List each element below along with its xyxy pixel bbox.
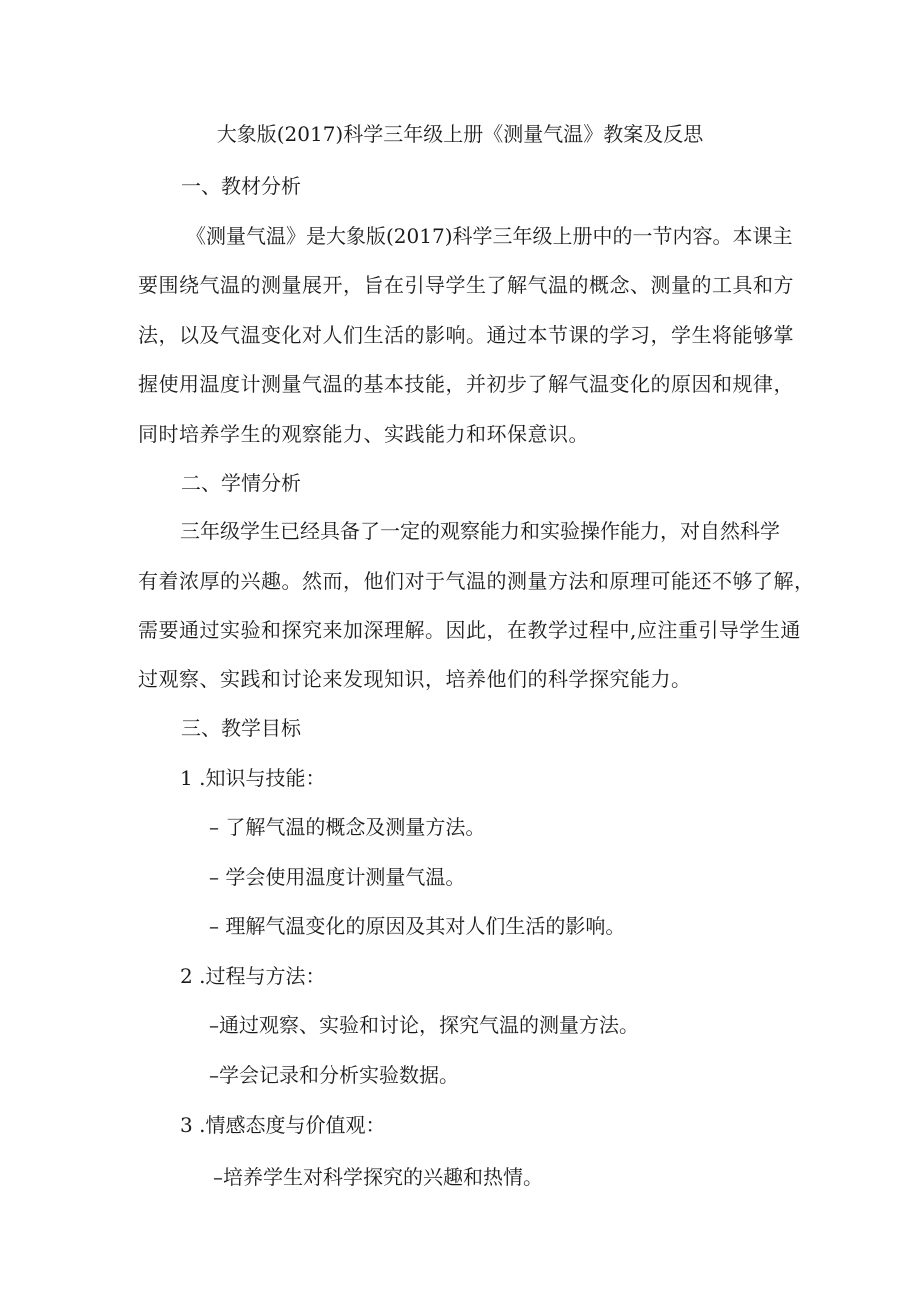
paragraph-line: 三年级学生已经具备了一定的观察能力和实验操作能力，对自然科学 <box>180 519 780 543</box>
paragraph-line: 同时培养学生的观察能力、实践能力和环保意识。 <box>138 422 589 446</box>
goal-item: – 了解气温的概念及测量方法。 <box>209 815 486 839</box>
paragraph-line: 《测量气温》是大象版(2017)科学三年级上册中的一节内容。本课主 <box>186 224 793 248</box>
goal-label-knowledge-skills: 1 .知识与技能： <box>180 766 326 790</box>
section-heading-learner-analysis: 二、学情分析 <box>181 471 301 495</box>
goal-item: – 学会使用温度计测量气温。 <box>209 865 466 889</box>
section-heading-teaching-goals: 三、教学目标 <box>181 716 301 740</box>
document-title: 大象版(2017)科学三年级上册《测量气温》教案及反思 <box>216 122 704 146</box>
section-heading-textbook-analysis: 一、教材分析 <box>181 174 301 198</box>
paragraph-line: 过观察、实践和讨论来发现知识，培养他们的科学探究能力。 <box>138 667 692 691</box>
goal-label-process-methods: 2 .过程与方法： <box>180 964 326 988</box>
paragraph-line: 握使用温度计测量气温的基本技能，并初步了解气温变化的原因和规律， <box>138 372 794 396</box>
goal-item: – 理解气温变化的原因及其对人们生活的影响。 <box>209 914 626 938</box>
paragraph-line: 法，以及气温变化对人们生活的影响。通过本节课的学习，学生将能够掌 <box>138 323 794 347</box>
goal-item: –通过观察、实验和讨论，探究气温的测量方法。 <box>209 1013 639 1037</box>
goal-item: –学会记录和分析实验数据。 <box>209 1063 459 1087</box>
goal-label-attitudes-values: 3 .情感态度与价值观： <box>180 1113 386 1137</box>
paragraph-line: 有着浓厚的兴趣。然而，他们对于气温的测量方法和原理可能还不够了解， <box>138 569 815 593</box>
goal-item: –培养学生对科学探究的兴趣和热情。 <box>213 1165 543 1189</box>
paragraph-line: 需要通过实验和探究来加深理解。因此，在教学过程中,应注重引导学生通 <box>138 618 801 642</box>
paragraph-line: 要围绕气温的测量展开，旨在引导学生了解气温的概念、测量的工具和方 <box>138 273 794 297</box>
